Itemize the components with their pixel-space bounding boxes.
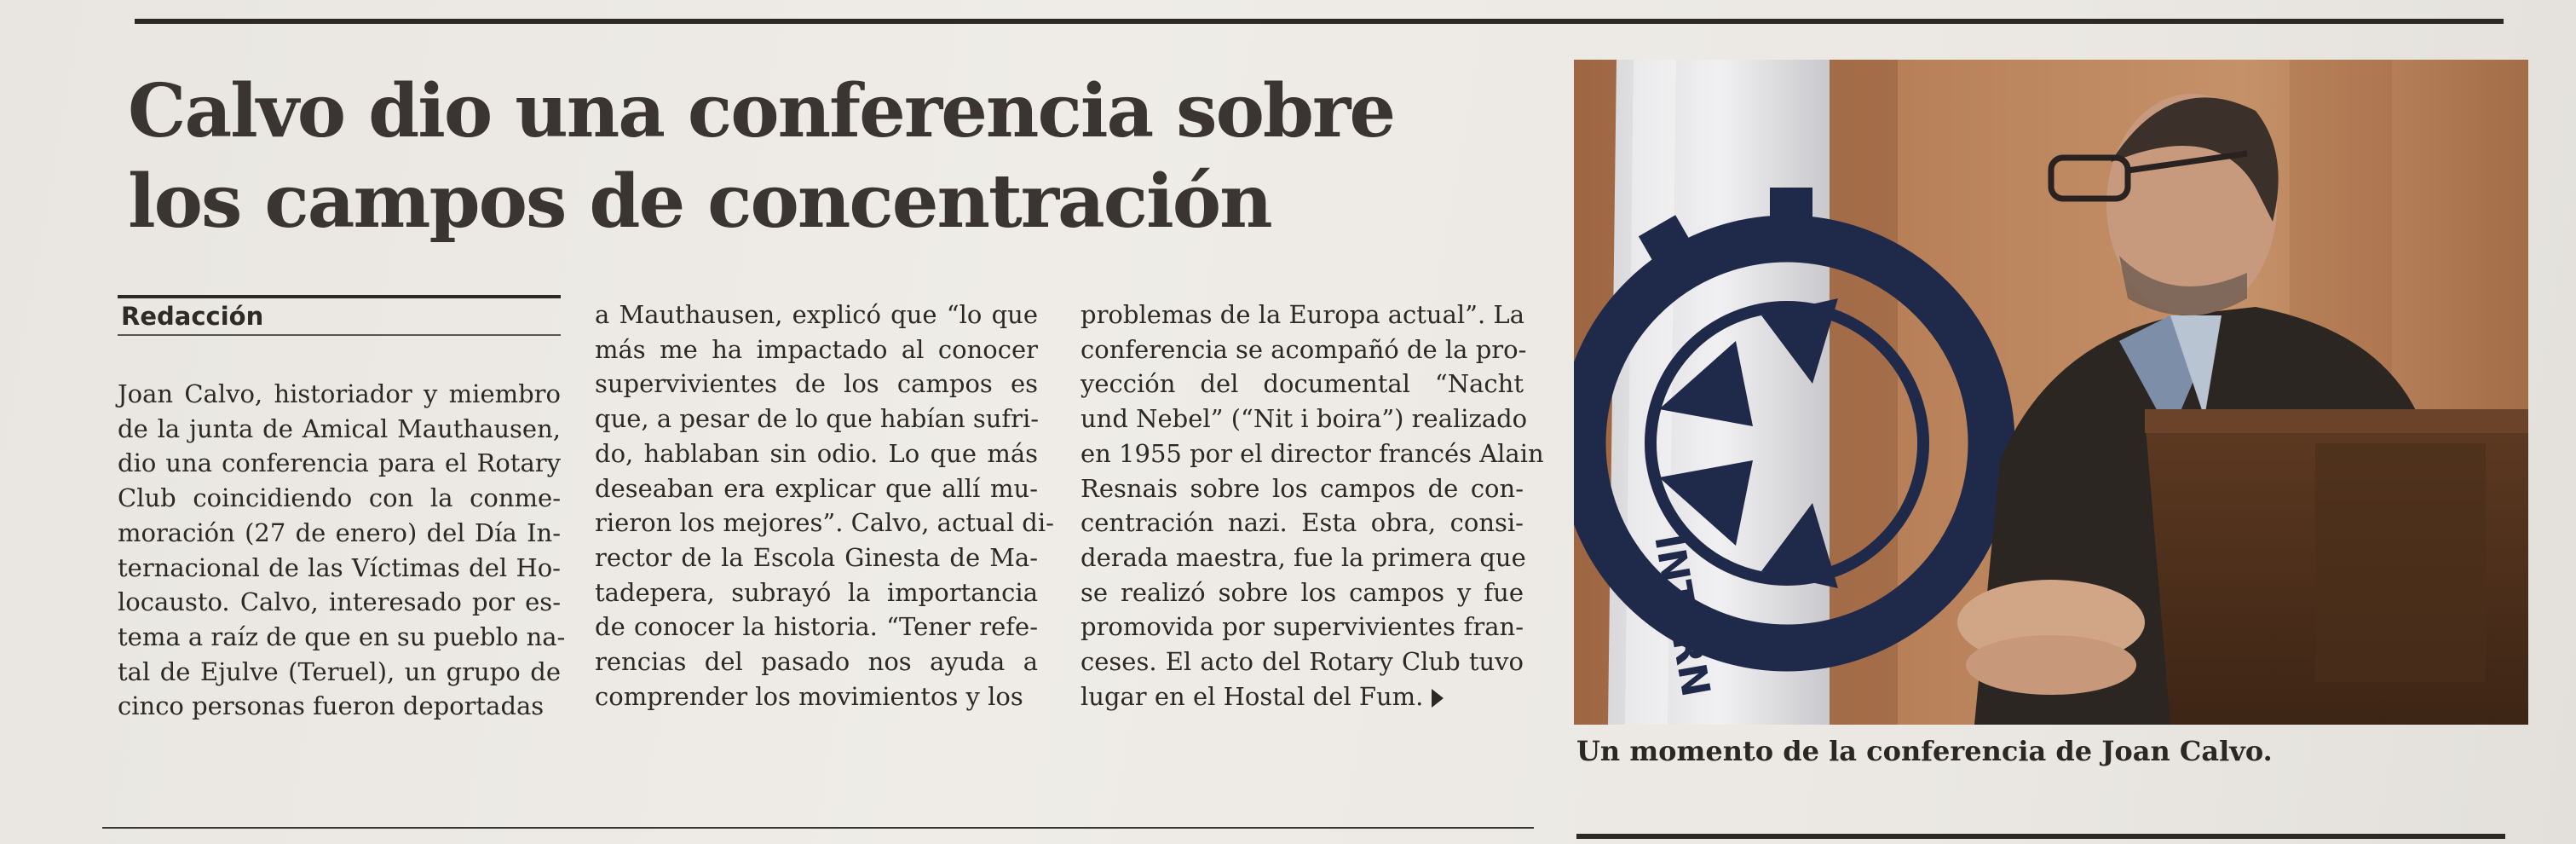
body-line: centración nazi. Esta obra, consi- — [1081, 508, 1524, 538]
body-line: Joan Calvo, historiador y miembro — [118, 379, 561, 408]
body-line: Club coincidiendo con la conme- — [118, 483, 561, 513]
body-line: comprender los movimientos y los — [595, 681, 1023, 711]
headline-line-1: Calvo dio una conferencia sobre — [128, 68, 1395, 154]
body-line: dio una conferencia para el Rotary — [118, 448, 561, 478]
body-line: moración (27 de enero) del Día In- — [118, 517, 561, 547]
photo-illustration — [1574, 60, 2528, 725]
body-line: derada maestra, fue la primera que — [1081, 542, 1526, 572]
bottom-rule-right — [1576, 834, 2505, 839]
body-line-text: lugar en el Hostal del Fum. — [1081, 681, 1424, 711]
body-column-3 — [1081, 298, 1544, 714]
photo-caption: Un momento de la conferencia de Joan Calvo. — [1576, 735, 2273, 767]
body-line: Resnais sobre los campos de con- — [1081, 473, 1524, 503]
body-line: cinco personas fueron deportadas — [118, 691, 545, 721]
article-photo — [1574, 60, 2528, 725]
body-line: do, hablaban sin odio. Lo que más — [595, 438, 1038, 468]
body-line: deseaban era explicar que allí mu- — [595, 473, 1038, 503]
byline: Redacción — [121, 302, 264, 331]
end-of-article-icon — [1432, 689, 1444, 708]
body-line: ceses. El acto del Rotary Club tuvo — [1081, 647, 1524, 677]
body-line: rencias del pasado nos ayuda a — [595, 647, 1038, 677]
body-line: que, a pesar de lo que habían sufri- — [595, 404, 1040, 434]
byline-rule-top — [118, 295, 561, 298]
body-column-1 — [118, 377, 566, 724]
body-column-2 — [595, 298, 1054, 714]
photo-flag-text: INTERN — [1645, 530, 1720, 701]
body-line: más me ha impactado al conocer — [595, 334, 1038, 364]
body-line: ternacional de las Víctimas del Ho- — [118, 552, 561, 582]
body-line: rector de la Escola Ginesta de Ma- — [595, 542, 1038, 572]
bottom-rule-left — [102, 827, 1534, 829]
body-line-last — [1081, 679, 1524, 714]
body-line: a Mauthausen, explicó que “lo que — [595, 300, 1038, 329]
body-line: tema a raíz de que en su pueblo na- — [118, 621, 566, 651]
body-line: problemas de la Europa actual”. La — [1081, 300, 1524, 329]
body-line: conferencia se acompañó de la pro- — [1081, 334, 1527, 364]
body-line: tal de Ejulve (Teruel), un grupo de — [118, 656, 561, 686]
headline-line-2: los campos de concentración — [128, 159, 1271, 245]
body-line: und Nebel” (“Nit i boira”) realizado — [1081, 404, 1528, 434]
body-line: tadepera, subrayó la importancia — [595, 577, 1038, 607]
body-line: locausto. Calvo, interesado por es- — [118, 587, 561, 617]
body-line: yección del documental “Nacht — [1081, 369, 1524, 399]
body-line: en 1955 por el director francés Alain — [1081, 438, 1544, 468]
top-rule — [135, 19, 2504, 24]
body-line: rieron los mejores”. Calvo, actual di- — [595, 508, 1054, 538]
headline — [128, 66, 1508, 247]
body-line: de la junta de Amical Mauthausen, — [118, 413, 561, 443]
byline-rule-bottom — [118, 334, 561, 336]
body-line: se realizó sobre los campos y fue — [1081, 577, 1524, 607]
body-line: supervivientes de los campos es — [595, 369, 1038, 399]
body-line: promovida por supervivientes fran- — [1081, 612, 1524, 642]
body-line: de conocer la historia. “Tener refe- — [595, 612, 1038, 642]
